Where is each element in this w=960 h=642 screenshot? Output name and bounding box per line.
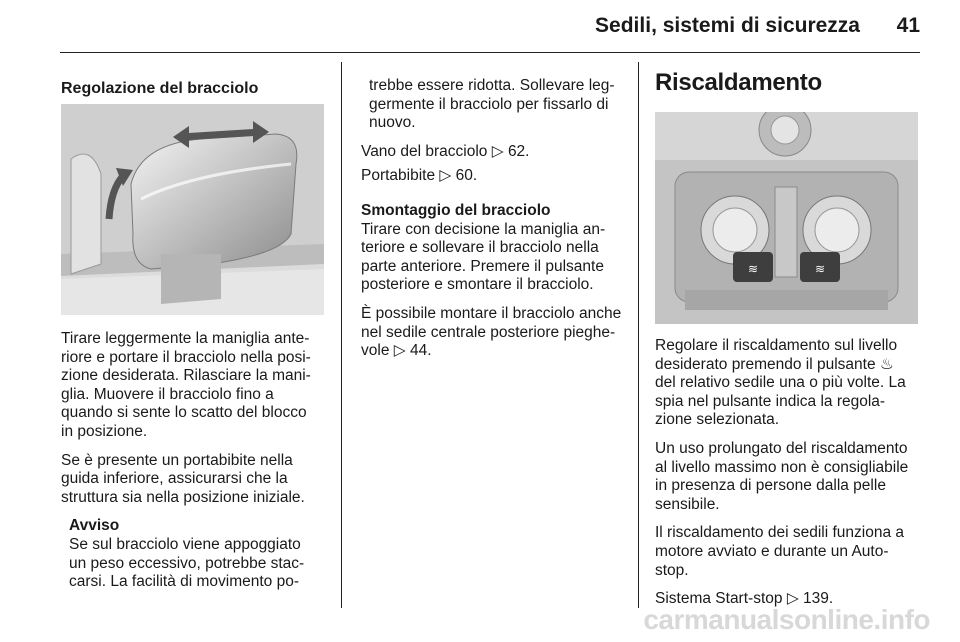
watermark: carmanualsonline.info: [643, 604, 930, 635]
heating-adjust-paragraph: Regolare il riscaldamento sul livello desiderato premendo il pulsante ♨ del relativo sedile una o più volte. La spia nel pulsante indica la regola- zione selezionata.: [655, 337, 906, 429]
page-ref-icon: ▷: [786, 590, 799, 608]
page-number: 41: [896, 14, 920, 37]
armrest-illustration: [61, 104, 324, 315]
page-ref-icon: ▷: [393, 342, 406, 360]
page-ref-icon: ▷: [491, 142, 504, 160]
climate-panel-illustration: [655, 112, 918, 324]
notice-heading: Avviso: [69, 517, 120, 535]
reference-armrest-compartment[interactable]: Vano del bracciolo ▷ 62.: [361, 142, 530, 160]
column-1-text: [61, 330, 336, 592]
column-1: [61, 80, 331, 99]
header-title: Sedili, sistemi di sicurezza: [595, 14, 860, 37]
armrest-drawing: [61, 104, 324, 315]
heating-engine-paragraph: Il riscaldamento dei sedili funziona a motore avviato e durante un Auto- stop.: [655, 524, 904, 579]
column-divider-1: [341, 62, 342, 608]
column-3-text: [655, 337, 930, 619]
armrest-adjust-paragraph: Tirare leggermente la maniglia ante- riore e portare il bracciolo nella posi- zione desiderata. Rilasciare la mani- glia. Muovere il bracciolo fino a quando si sente lo scatto del blocco in posizione.: [61, 330, 311, 440]
rear-seat-paragraph: È possibile montare il bracciolo anche nel sedile centrale posteriore pieghe- vole ▷ 44.: [361, 304, 622, 360]
climate-panel-drawing: [655, 112, 918, 324]
section-heading-heating: Riscaldamento: [655, 69, 822, 96]
cupholder-paragraph: Se è presente un portabibite nella guida inferiore, assicurarsi che la struttura sia nella posizione iniziale.: [61, 451, 305, 506]
notice-continued: trebbe essere ridotta. Sollevare leg- germente il bracciolo per fissarlo di nuovo.: [369, 77, 615, 132]
reference-start-stop[interactable]: Sistema Start-stop ▷ 139.: [655, 590, 834, 608]
notice-box: Avviso Se sul bracciolo viene appoggiato un peso eccessivo, potrebbe stac- carsi. La facilità di movimento po-: [69, 517, 336, 591]
page-ref-icon: ▷: [439, 167, 452, 185]
reference-cupholder[interactable]: Portabibite ▷ 60.: [361, 167, 478, 185]
removal-paragraph: Tirare con decisione la maniglia an- teriore e sollevare il bracciolo nella parte anteriore. Premere il pulsante posteriore e smontare il bracciolo.: [361, 220, 606, 294]
column-3: [655, 69, 925, 96]
sub-heading-removal: Smontaggio del bracciolo: [361, 201, 551, 219]
svg-text:≋: ≋: [747, 262, 759, 276]
column-2: [361, 77, 631, 371]
svg-text:≋: ≋: [814, 262, 826, 276]
seat-heating-icon: ♨: [879, 355, 894, 373]
heating-warning-paragraph: Un uso prolungato del riscaldamento al livello massimo non è consigliabile in presenza di persone dalla pelle sensibile.: [655, 439, 909, 513]
column-divider-2: [638, 62, 639, 608]
section-heading-armrest: Regolazione del bracciolo: [61, 80, 259, 97]
header-rule: [60, 52, 920, 53]
